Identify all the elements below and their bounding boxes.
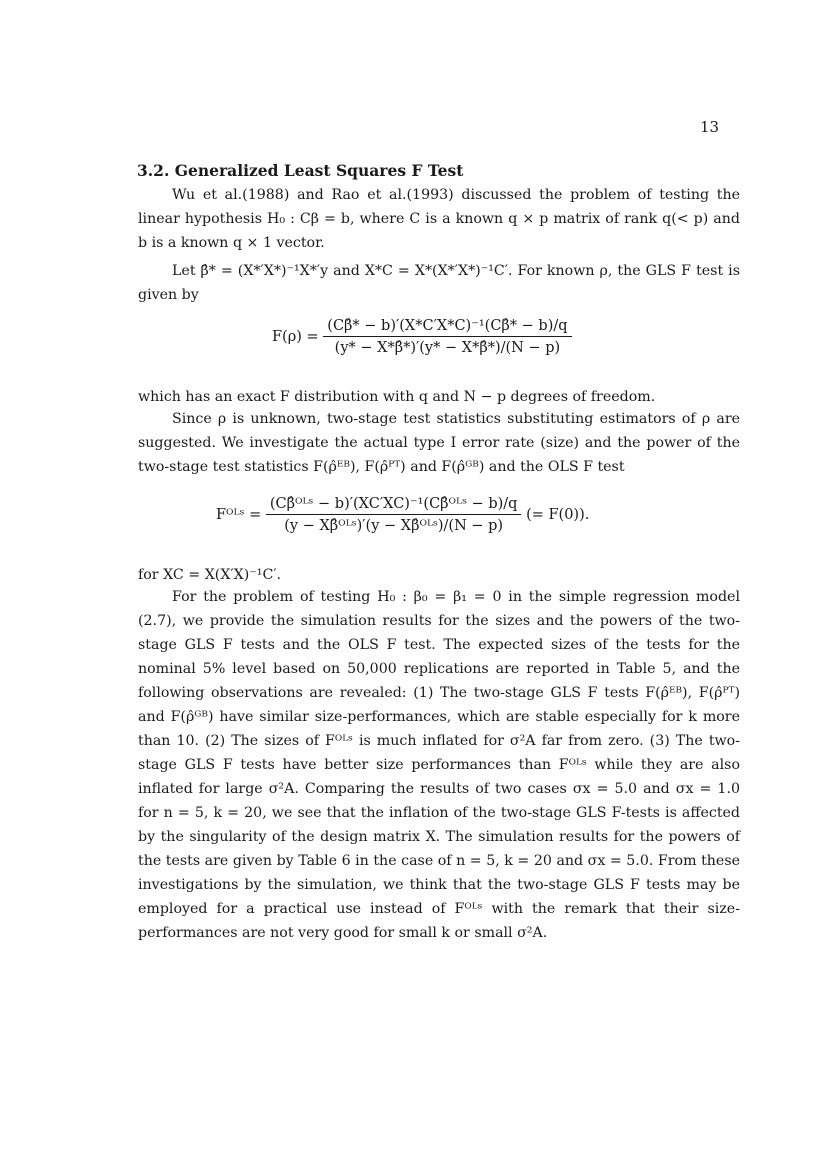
equation-ols-f-tail: (= F(0)).: [526, 507, 590, 523]
paragraph-definitions: Let β̂* = (X*′X*)⁻¹X*′y and X*C = X*(X*′X*)⁻¹C′. For known ρ, the GLS F test is given by: [138, 263, 740, 303]
page-number: 13: [700, 118, 720, 136]
equation-ols-f-lhs: Fᴼᴸˢ =: [216, 507, 262, 523]
equation-ols-f-numerator: (Cβ̂ᴼᴸˢ − b)′(XC′XC)⁻¹(Cβ̂ᴼᴸˢ − b)/q: [266, 496, 522, 515]
paragraph-two-stage: Since ρ is unknown, two-stage test statistics substituting estimators of ρ are suggested. We investigate the actual type I error rate (size) and the power of the two-stage test statistics F(ρ̂ᴱᴮ), F(ρ̂ᴾᵀ) and F(ρ̂ᴳᴮ) and the OLS F test: [138, 411, 740, 475]
section-title: 3.2. Generalized Least Squares F Test: [137, 161, 464, 180]
paragraph-simulation: For the problem of testing H₀ : β₀ = β₁ = 0 in the simple regression model (2.7), we provide the simulation results for the sizes and the powers of the two-stage GLS F tests and the OLS F test. The expected sizes of the tests for the nominal 5% level based on 50,000 replications are reported in Table 5, and the following observations are revealed: (1) The two-stage GLS F tests F(ρ̂ᴱᴮ), F(ρ̂ᴾᵀ) and F(ρ̂ᴳᴮ) have similar size-performances, which are stable especially for k more than 10. (2) The sizes of Fᴼᴸˢ is much inflated for σ²A far from zero. (3) The two-stage GLS F tests have better size performances than Fᴼᴸˢ while they are also inflated for large σ²A. Comparing the results of two cases σx = 5.0 and σx = 1.0 for n = 5, k = 20, we see that the inflation of the two-stage GLS F-tests is affected by the singularity of the design matrix X. The simulation results for the powers of the tests are given by Table 6 in the case of n = 5, k = 20 and σx = 5.0. From these investigations by the simulation, we think that the two-stage GLS F tests may be employed for a practical use instead of Fᴼᴸˢ with the remark that their size-performances are not very good for small k or small σ²A.: [138, 589, 740, 941]
equation-gls-f-fraction: [323, 318, 571, 356]
equation-gls-f-numerator: (Cβ̂* − b)′(X*C′X*C)⁻¹(Cβ̂* − b)/q: [323, 318, 571, 337]
paragraph-intro: Wu et al.(1988) and Rao et al.(1993) discussed the problem of testing the linear hypothesis H₀ : Cβ = b, where C is a known q × p matrix of rank q(< p) and b is a known q × 1 vector.: [138, 187, 740, 251]
equation-ols-f-denominator: (y − Xβ̂ᴼᴸˢ)′(y − Xβ̂ᴼᴸˢ)/(N − p): [284, 518, 504, 534]
equation-ols-f: [216, 496, 589, 534]
equation-gls-f-lhs: F(ρ) =: [272, 329, 319, 345]
equation-gls-f: [272, 318, 572, 356]
equation-gls-f-denominator: (y* − X*β̂*)′(y* − X*β̂*)/(N − p): [334, 340, 561, 356]
paragraph-distribution: which has an exact F distribution with q and N − p degrees of freedom.: [138, 389, 656, 405]
paragraph-xc-definition: for XC = X(X′X)⁻¹C′.: [138, 567, 282, 583]
equation-ols-f-fraction: [266, 496, 522, 534]
